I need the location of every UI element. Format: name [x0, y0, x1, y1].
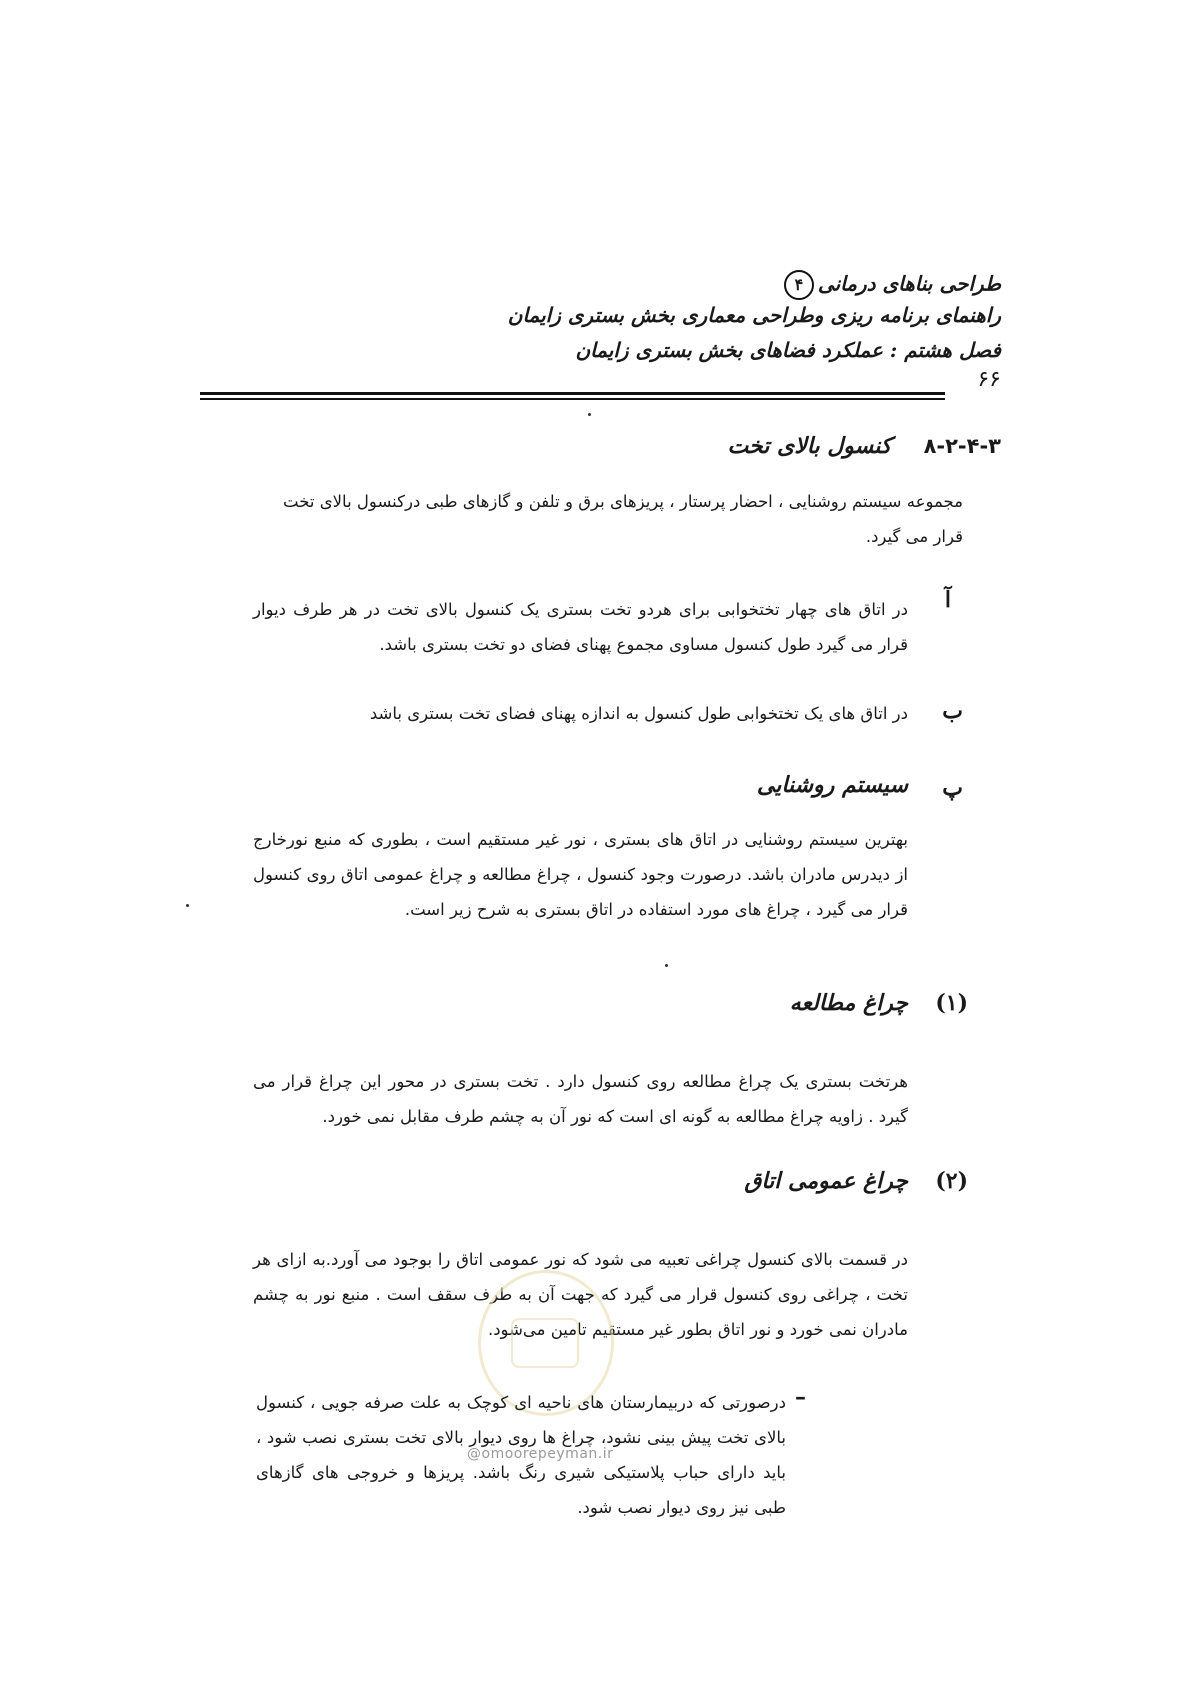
- general-lamp-text: در قسمت بالای کنسول چراغی تعبیه می شود که نور عمومی اتاق را بوجود می آورد.به ازای هر تخت ، چراغی روی کنسول قرار می گیرد که جهت آن به طرف سقف است . منبع نور به چشم مادران نمی خورد و نور اتاق بطور غیر مستقیم تامین می‌شود.: [253, 1250, 908, 1339]
- bullet-text: درصورتی که دربیمارستان های ناحیه ای کوچک به علت صرفه جویی ، کنسول بالای تخت پیش بینی نشود، چراغ ها روی دیوار بالای تخت بستری نصب شود ، باید دارای حباب پلاستیکی شیری رنگ باشد. پریزها و خروجی های گازهای طبی نیز روی دیوار نصب شود.: [256, 1393, 786, 1517]
- header-rule-thin: [200, 398, 945, 400]
- book-subtitle: راهنمای برنامه ریزی وطراحی معماری بخش بستری زایمان: [507, 303, 1001, 327]
- item-marker-p: پ: [942, 775, 963, 801]
- lighting-paragraph: بهترین سیستم روشنایی در اتاق های بستری ، نور غیر مستقیم است ، بطوری که منبع نورخارج از دیدرس مادران باشد. درصورت وجود کنسول ، چراغ مطالعه و چراغ عمومی اتاق روی کنسول قرار می گیرد ، چراغ های مورد استفاده در اتاق بستری به شرح زیر است.: [253, 830, 908, 919]
- watermark-text: @omoorepeyman.ir: [467, 1446, 614, 1462]
- section-heading: [727, 433, 1001, 459]
- book-title: طراحی بناهای درمانی۴: [780, 270, 1001, 300]
- section-title: کنسول بالای تخت: [727, 433, 892, 459]
- volume-number-badge: ۴: [784, 270, 814, 300]
- section-intro: مجموعه سیستم روشنایی ، احضار پرستار ، پریزهای برق و تلفن و گازهای طبی درکنسول بالای تخت قرار می گیرد.: [283, 492, 963, 546]
- section-number: ۸-۲-۴-۳: [923, 434, 1001, 458]
- header-rule-thick: [200, 392, 945, 395]
- page-number: ۶۶: [977, 367, 1001, 392]
- general-lamp-heading: چراغ عمومی اتاق: [744, 1168, 908, 1194]
- sub2-number: (۲): [935, 1168, 968, 1194]
- sub1-number: (۱): [935, 990, 968, 1016]
- speck: [186, 904, 189, 907]
- item-marker-a: آ: [944, 587, 951, 613]
- item-text-b: در اتاق های یک تختخوابی طول کنسول به اندازه پهنای فضای تخت بستری باشد: [369, 704, 908, 723]
- speck: [665, 964, 668, 967]
- item-marker-b: ب: [942, 698, 963, 724]
- reading-lamp-text: هرتخت بستری یک چراغ مطالعه روی کنسول دارد . تخت بستری در محور این چراغ قرار می گیرد . زاویه چراغ مطالعه به گونه ای است که نور آن به چشم طرف مقابل نمی خورد.: [253, 1072, 908, 1126]
- bullet-marker: –: [795, 1384, 806, 1410]
- chapter-title: فصل هشتم : عملکرد فضاهای بخش بستری زایمان: [575, 338, 1001, 362]
- reading-lamp-heading: چراغ مطالعه: [789, 990, 908, 1016]
- speck: [588, 413, 591, 416]
- lighting-system-heading: سیستم روشنایی: [756, 772, 908, 798]
- item-text-a: در اتاق های چهار تختخوابی برای هردو تخت بستری یک کنسول بالای تخت در هر طرف دیوار قرار می گیرد طول کنسول مساوی مجموع پهنای فضای دو تخت بستری باشد.: [253, 600, 908, 654]
